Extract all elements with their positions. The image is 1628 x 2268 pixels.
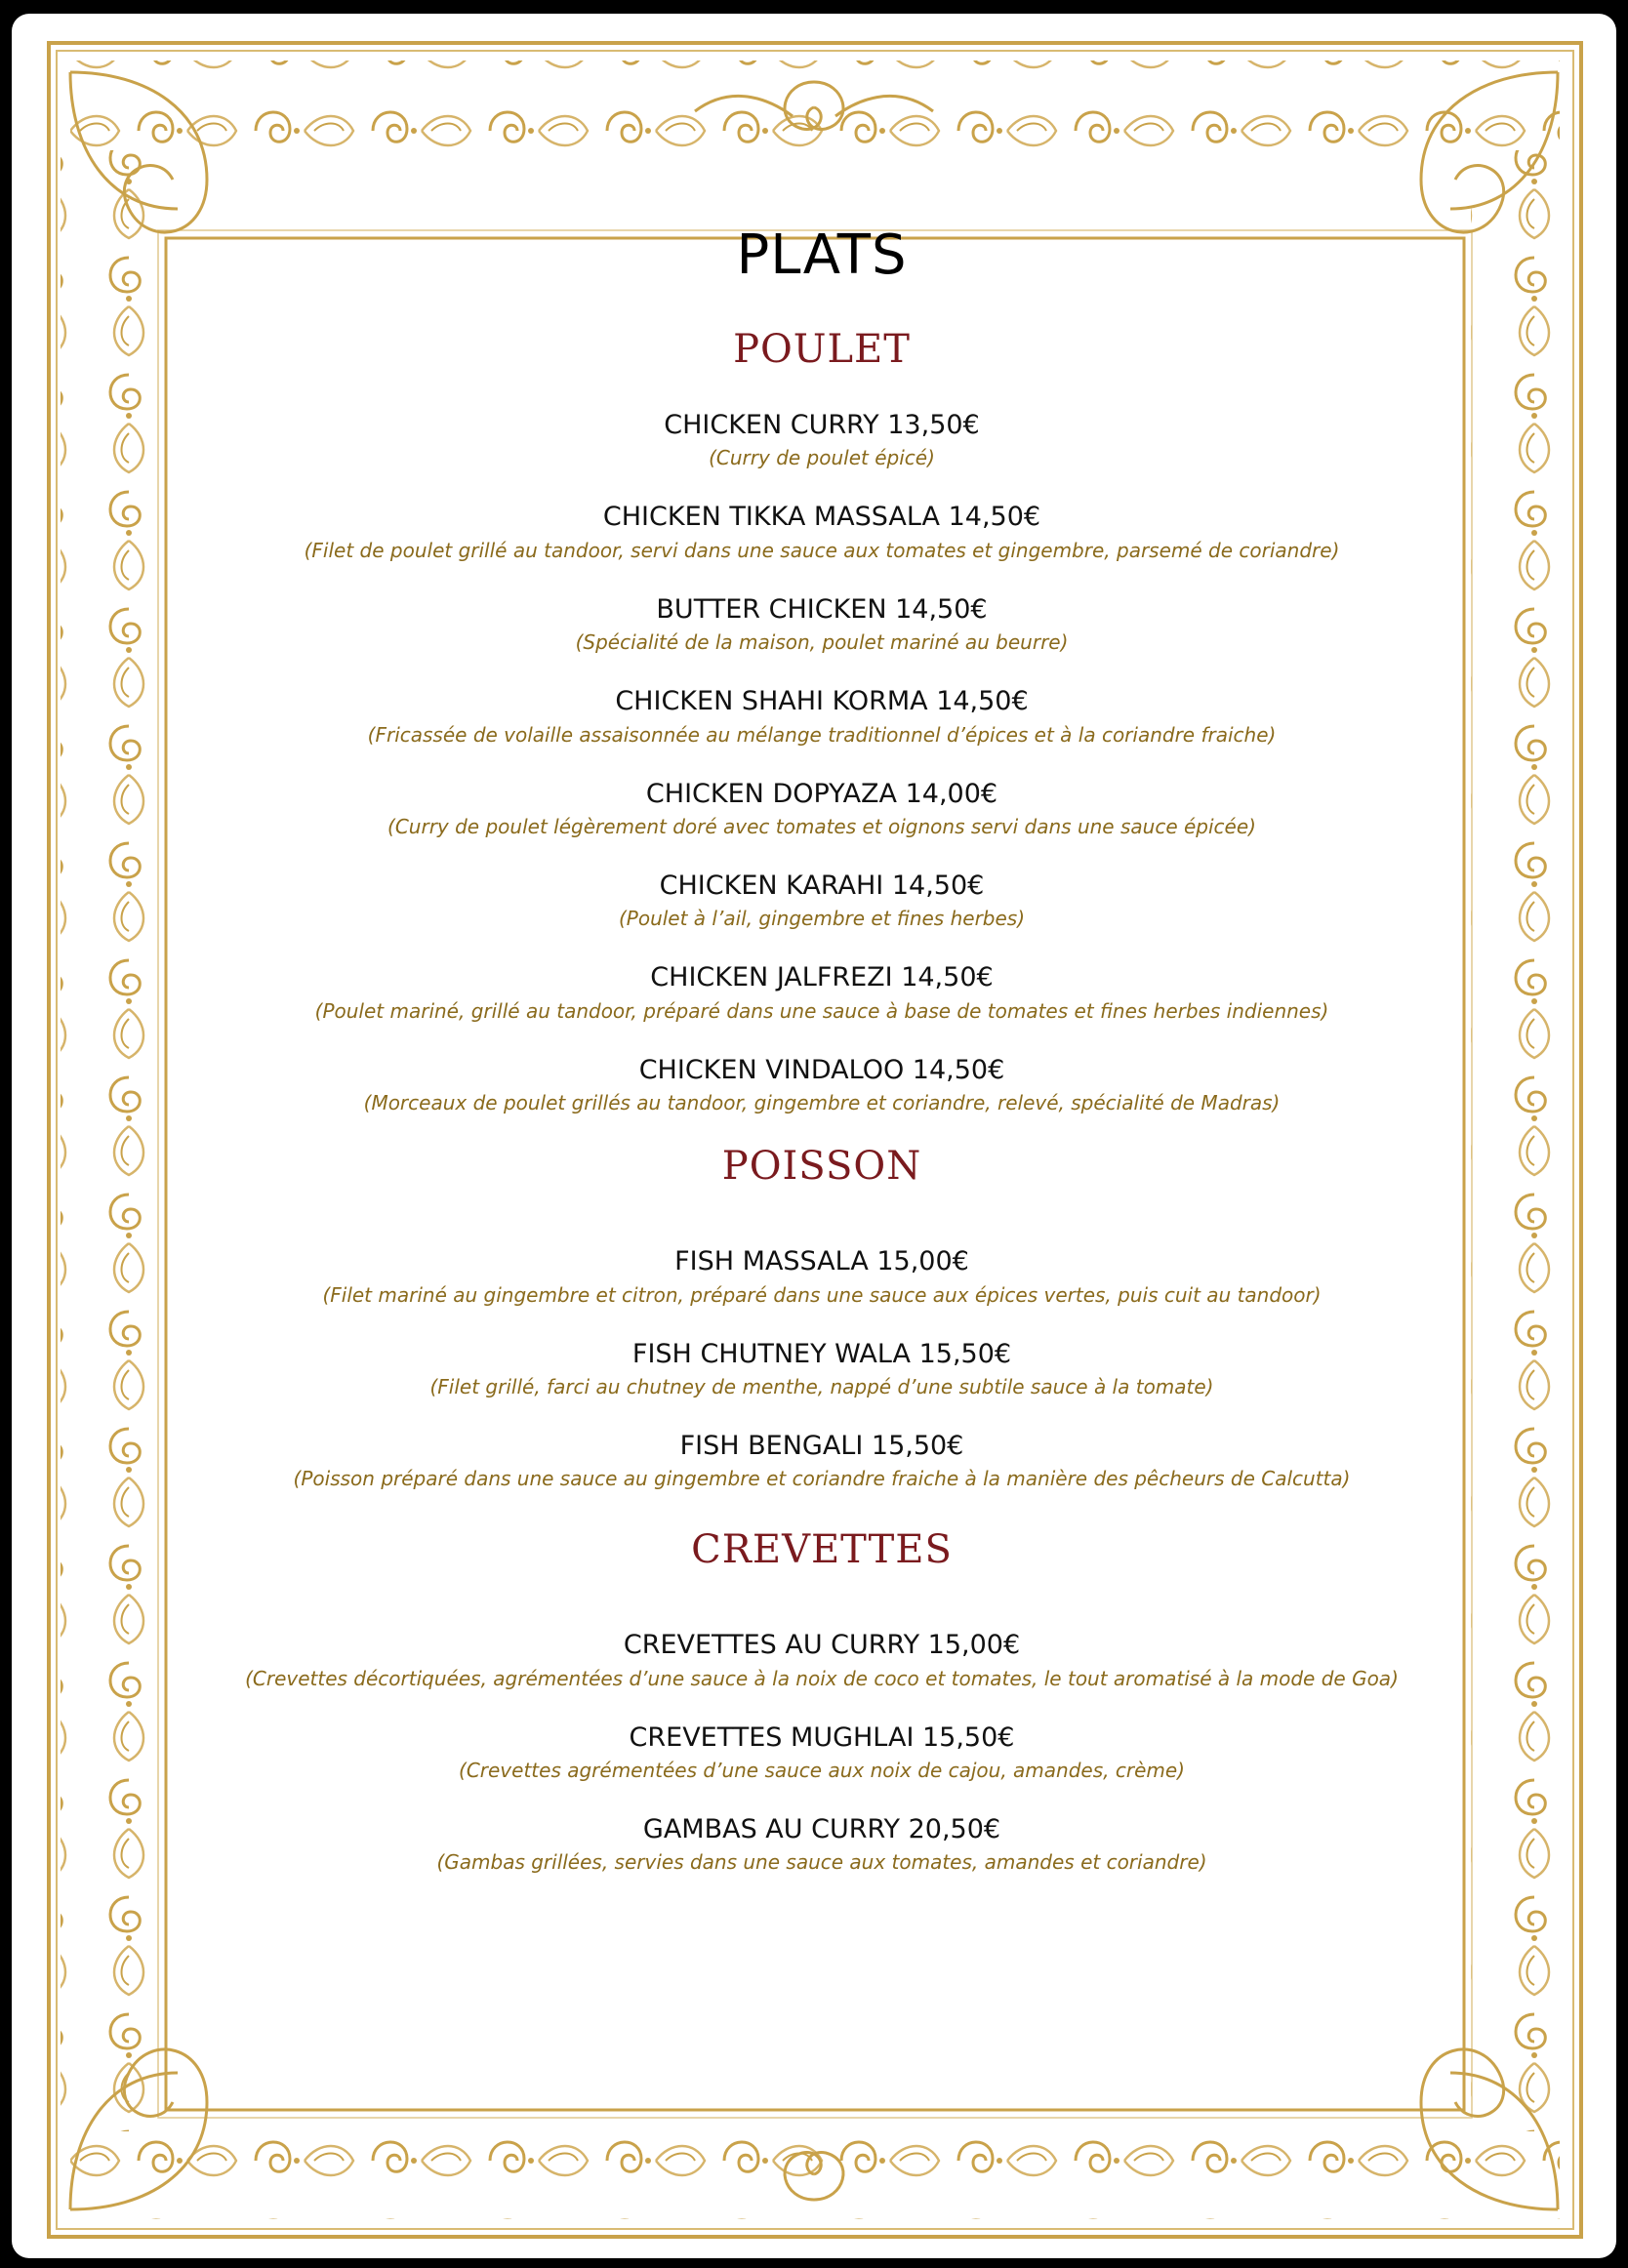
item-description: (Gambas grillées, servies dans une sauce aux tomates, amandes et coriandre) — [436, 1850, 1207, 1875]
menu-content — [173, 199, 1471, 1906]
item-description: (Crevettes décortiquées, agrémentées d’une sauce à la noix de coco et tomates, le tout aromatisé à la mode de Goa) — [245, 1666, 1399, 1690]
section-title-poulet: POULET — [733, 327, 911, 372]
menu-item — [173, 1814, 1471, 1875]
item-name: CHICKEN DOPYAZA 14,00€ — [645, 778, 998, 809]
section-items-crevettes — [173, 1630, 1471, 1875]
item-name: CREVETTES MUGHLAI 15,50€ — [629, 1721, 1015, 1753]
menu-item — [173, 1246, 1471, 1307]
item-description: (Curry de poulet épicé) — [709, 446, 935, 470]
page-title: PLATS — [736, 223, 908, 287]
item-name: CHICKEN TIKKA MASSALA 14,50€ — [602, 502, 1041, 533]
section-title-crevettes: CREVETTES — [691, 1527, 953, 1573]
item-description: (Crevettes agrémentées d’une sauce aux noix de cajou, amandes, crème) — [459, 1759, 1185, 1783]
menu-page — [12, 14, 1616, 2258]
menu-item — [173, 686, 1471, 747]
item-name: CHICKEN CURRY 13,50€ — [664, 410, 980, 440]
item-name: FISH MASSALA 15,00€ — [674, 1246, 969, 1277]
menu-item — [173, 502, 1471, 562]
section-items-poisson — [173, 1246, 1471, 1491]
menu-item — [173, 1339, 1471, 1399]
item-name: CHICKEN KARAHI 14,50€ — [659, 870, 985, 901]
menu-item — [173, 1722, 1471, 1783]
menu-item — [173, 871, 1471, 931]
item-description: (Poisson préparé dans une sauce au gingembre et coriandre fraiche à la manière des pêcheurs de Calcutta) — [293, 1467, 1351, 1491]
item-name: CHICKEN JALFREZI 14,50€ — [650, 962, 994, 993]
section-items-poulet — [173, 410, 1471, 1115]
menu-item — [173, 594, 1471, 655]
menu-item — [173, 962, 1471, 1023]
item-name: FISH CHUTNEY WALA 15,50€ — [631, 1338, 1012, 1369]
item-description: (Curry de poulet légèrement doré avec tomates et oignons servi dans une sauce épicée) — [387, 814, 1256, 838]
menu-item — [173, 1431, 1471, 1491]
menu-item — [173, 1055, 1471, 1115]
item-description: (Filet mariné au gingembre et citron, préparé dans une sauce aux épices vertes, puis cuit au tandoor) — [322, 1282, 1322, 1307]
menu-item — [173, 1630, 1471, 1690]
item-description: (Spécialité de la maison, poulet mariné au beurre) — [575, 630, 1069, 655]
item-name: CHICKEN VINDALOO 14,50€ — [638, 1054, 1005, 1085]
menu-item — [173, 410, 1471, 470]
item-name: BUTTER CHICKEN 14,50€ — [656, 593, 988, 625]
item-name: CREVETTES AU CURRY 15,00€ — [623, 1630, 1021, 1661]
item-name: FISH BENGALI 15,50€ — [679, 1430, 964, 1461]
item-name: GAMBAS AU CURRY 20,50€ — [642, 1814, 1001, 1845]
item-description: (Morceaux de poulet grillés au tandoor, gingembre et coriandre, relevé, spécialité de Madras) — [363, 1091, 1281, 1115]
item-description: (Filet de poulet grillé au tandoor, servi dans une sauce aux tomates et gingembre, parsemé de coriandre) — [304, 538, 1340, 562]
item-description: (Fricassée de volaille assaisonnée au mélange traditionnel d’épices et à la coriandre fraiche) — [367, 722, 1277, 747]
item-description: (Poulet mariné, grillé au tandoor, préparé dans une sauce à base de tomates et fines herbes indiennes) — [314, 998, 1329, 1023]
menu-item — [173, 779, 1471, 839]
item-name: CHICKEN SHAHI KORMA 14,50€ — [615, 686, 1029, 717]
section-title-poisson: POISSON — [721, 1144, 922, 1190]
item-description: (Filet grillé, farci au chutney de menthe, nappé d’une subtile sauce à la tomate) — [429, 1374, 1214, 1398]
item-description: (Poulet à l’ail, gingembre et fines herbes) — [618, 907, 1026, 931]
